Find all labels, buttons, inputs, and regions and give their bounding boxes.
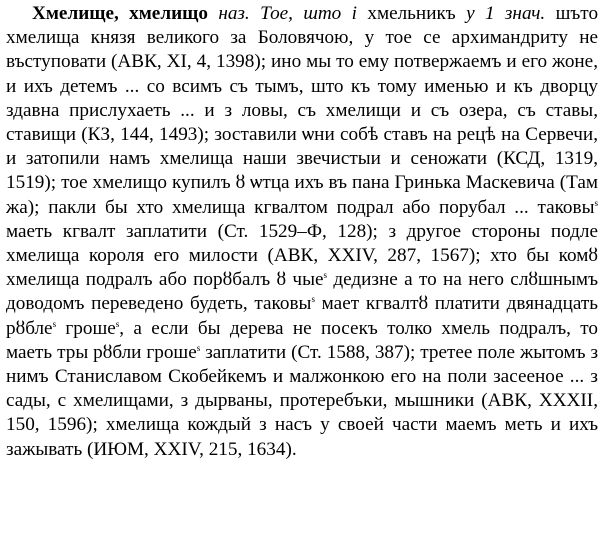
citation-text: шъто хмелища князя великого за Боловячою, у тое се архимандриту не въступовати (АВК, XI, 4, 1398); ино мы то ему потвержаемъ и его жоне, и ихъ детемъ ... со всимъ съ тымъ, што къ тому именью и къ дворцу здавна прислухаеть ... и з ловы, съ хмелищи и съ озера, съ ставы, ставищи (КЗ, 144, 1493); зоставили ѡни собѣ ставъ на рецѣ на Сервечи, и затопили намъ хмелища наши звечистыи и сеножати (КСД, 1319, 1519); тое хмелищо купилъ ȣ ѡтца ихъ въ пана Гринька Маскевича (Там жа); пакли бы хто хмелища кгвалтом подрал або порубал ... таковы [6, 3, 599, 218]
citation-text: маеть кгвалт заплатити (Ст. 1529–Ф, 128); з другое стороны подле хмелища короля его милости (АВК, XXIV, 287, 1567); хто бы комȣ хмелища подралъ або порȣбалъ ȣ чые [6, 220, 598, 291]
citation-text: грошe [65, 317, 116, 339]
superscript-mark: s [115, 318, 120, 329]
dictionary-entry [6, 2, 598, 462]
superscript-mark: s [196, 342, 201, 353]
superscript-mark: s [594, 197, 598, 208]
superscript-mark: s [52, 318, 57, 329]
superscript-mark: s [323, 270, 327, 281]
definition-word: хмельникъ [367, 3, 456, 24]
definition-lead: Тое, што і [260, 3, 357, 24]
grammar-label: наз. [218, 3, 250, 24]
citation-text: заплатити (Ст. 1588, 387); третее поле жытомъ з нимъ Станиславом Скобейкемъ и малжонкою его на поли засееное ... з сады, с хмелищами, з дырваны, протеребъки, мышники (АВК, XXXII, 150, 1596); хмелища кождый з насъ у своей части маемъ меть и ихъ зажывать (ИЮМ, XXIV, 215, 1634). [6, 341, 599, 460]
sense-label: у 1 знач. [466, 3, 546, 24]
citation-text: , а если бы дерева не посекъ толко хмель подралъ, то маеть тры рȣбли грошe [6, 317, 598, 363]
superscript-mark: s [311, 294, 315, 305]
citation-text: дедизне а то на него слȣшнымъ доводомъ переведено будеть, таковы [6, 269, 598, 315]
headword: Хмелище, хмелищо [32, 3, 208, 24]
citation-text: мает кгвалтȣ платити двянадцать рȣбле [6, 293, 599, 339]
